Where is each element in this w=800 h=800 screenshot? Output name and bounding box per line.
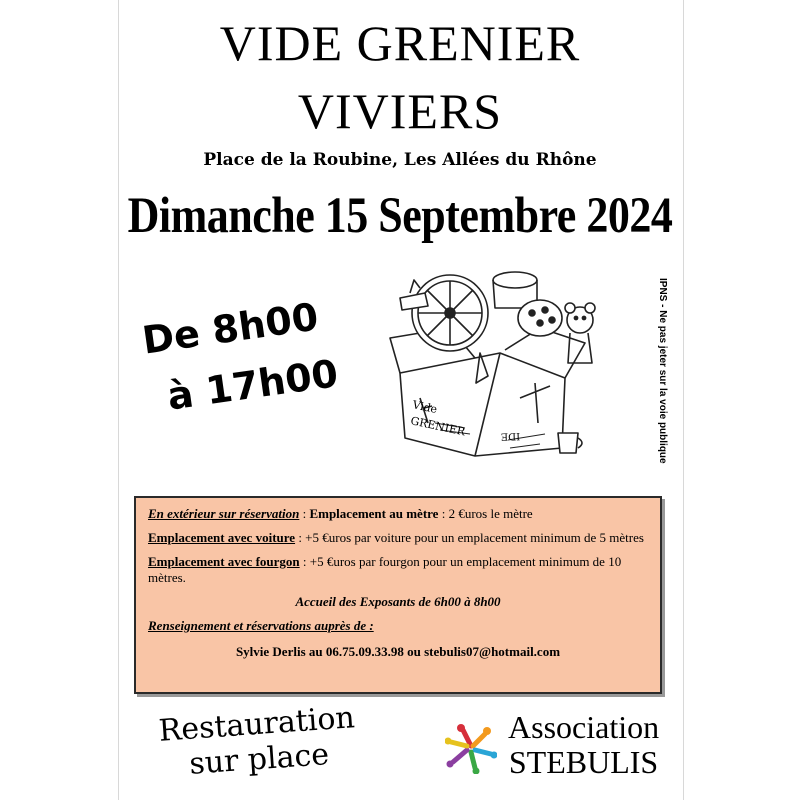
- hours-line-2: à 17h00: [164, 351, 341, 419]
- info-line1-sep: :: [299, 506, 310, 521]
- association-name: [508, 710, 659, 780]
- restauration-line-2: sur place: [188, 736, 331, 782]
- accueil-text: Accueil des Exposants de 6h00 à 8h00: [295, 594, 501, 609]
- box-side-text: IDE: [500, 430, 521, 442]
- box-text-vide: Vide: [411, 398, 439, 417]
- info-line3-rest: : +5 €uros par fourgon pour un emplacement minimum de 10 mètres.: [148, 554, 622, 585]
- title-line-1: VIDE GRENIER: [219, 15, 581, 71]
- info-line1-label: En extérieur sur réservation: [148, 506, 300, 521]
- info-line2-label: Emplacement avec voiture: [148, 530, 296, 545]
- renseignement-text: Renseignement et réservations auprès de :: [148, 618, 374, 633]
- title-line-2: VIVIERS: [297, 83, 503, 139]
- contact-text: Sylvie Derlis au 06.75.09.33.98 ou stebulis07@hotmail.com: [235, 644, 561, 659]
- info-box: [134, 496, 662, 694]
- ipns-notice: IPNS - Ne pas jeter sur la voie publique: [657, 278, 668, 464]
- info-line-2: [148, 530, 648, 546]
- association-line-1: Association: [508, 709, 660, 745]
- venue-text: Place de la Roubine, Les Allées du Rhône: [203, 150, 597, 170]
- restauration-line-1: Restauration: [157, 700, 356, 749]
- stebulis-logo-icon: [445, 722, 497, 774]
- info-line-3: [148, 554, 648, 586]
- association-line-2: STEBULIS: [508, 744, 659, 781]
- info-line3-label: Emplacement avec fourgon: [148, 554, 300, 569]
- info-line2-rest: : +5 €uros par voiture pour un emplacement minimum de 5 mètres: [295, 530, 644, 545]
- info-line1-rest: : 2 €uros le mètre: [438, 506, 533, 521]
- info-line1-bold: Emplacement au mètre: [309, 506, 439, 521]
- info-line-1: [148, 506, 648, 522]
- event-date: Dimanche 15 Septembre 2024: [127, 187, 673, 244]
- hours-line-1: De 8h00: [139, 294, 321, 363]
- junk-box-illustration: [380, 258, 610, 463]
- box-text-grenier: GRENIER: [409, 414, 467, 439]
